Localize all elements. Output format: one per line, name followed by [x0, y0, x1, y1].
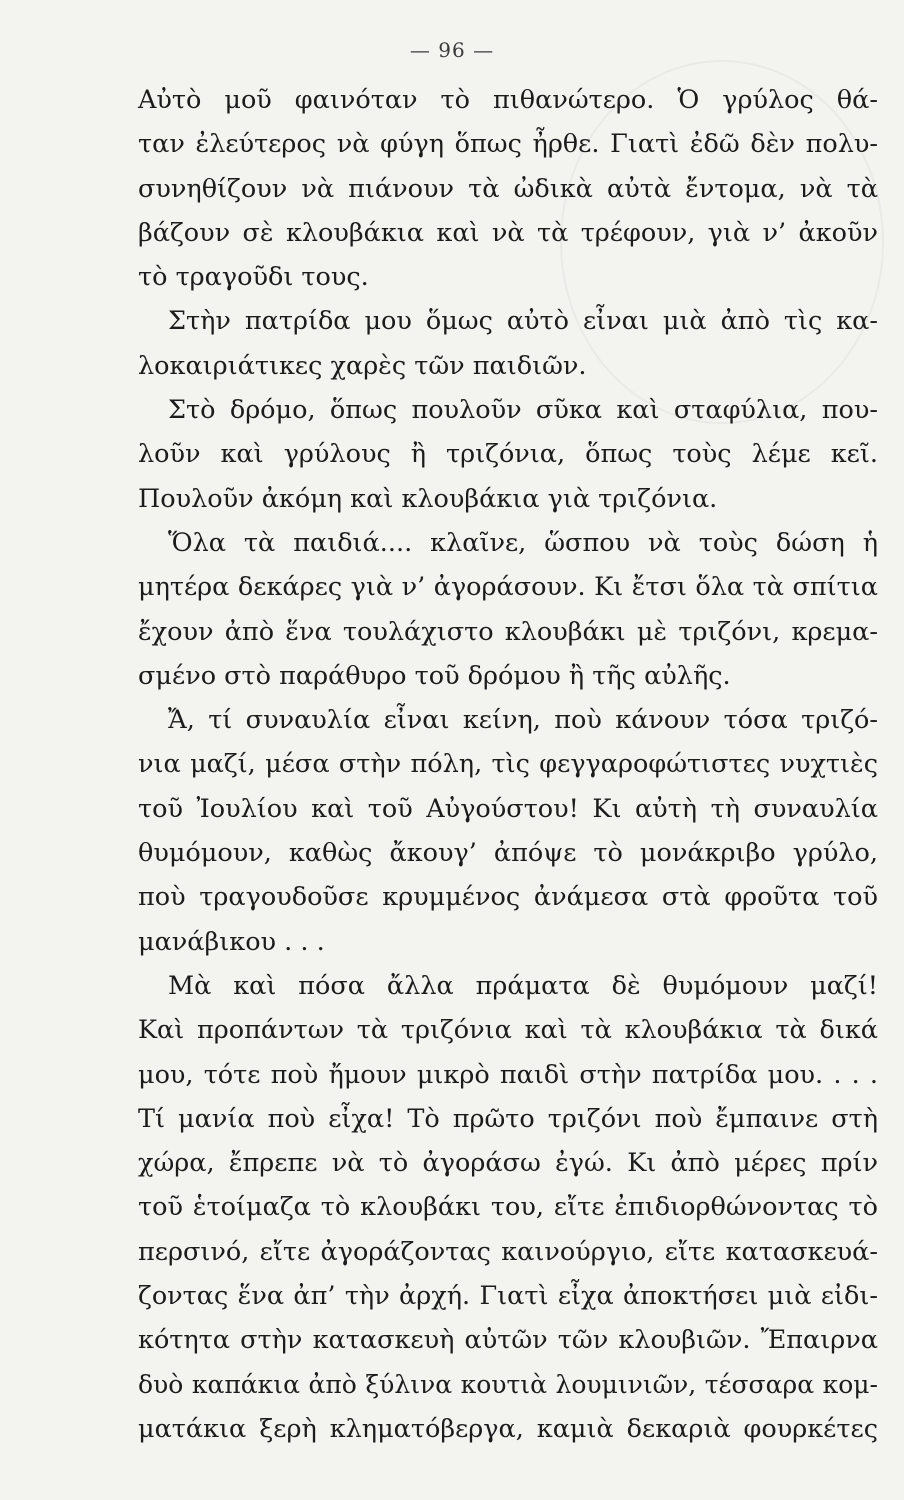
text-line: Πουλοῦν ἀκόμη καὶ κλουβάκια γιὰ τριζόνια. [138, 483, 718, 514]
text-line: Στὴν πατρίδα μου ὅμως αὐτὸ εἶναι μιὰ ἀπὸ τὶς κα- [168, 306, 878, 337]
text-line: συνηθίζουν νὰ πιάνουν τὰ ὠδικὰ αὐτὰ ἔντομα, νὰ τὰ [138, 173, 878, 204]
text-line: τὸ τραγοῦδι τους. [138, 262, 369, 293]
text-line: Ὅλα τὰ παιδιά.... κλαῖνε, ὥσπου νὰ τοὺς δώση ἡ [168, 527, 878, 558]
text-line: βάζουν σὲ κλουβάκια καὶ νὰ τὰ τρέφουν, γιὰ ν’ ἀκοῦν [138, 217, 878, 248]
text-line: μανάβικου . . . [138, 926, 325, 957]
text-line: μητέρα δεκάρες γιὰ ν’ ἀγοράσουν. Κι ἔτσι ὅλα τὰ σπίτια [138, 572, 878, 603]
text-line: λοῦν καὶ γρύλους ἢ τριζόνια, ὅπως τοὺς λέμε κεῖ. [138, 439, 878, 470]
text-line: Στὸ δρόμο, ὅπως πουλοῦν σῦκα καὶ σταφύλια, που- [168, 395, 878, 426]
text-line: περσινό, εἴτε ἀγοράζοντας καινούργιο, εἴτε κατασκευά- [138, 1236, 878, 1267]
text-line: Καὶ προπάντων τὰ τριζόνια καὶ τὰ κλουβάκια τὰ δικά [138, 1015, 878, 1046]
text-line: Τί μανία ποὺ εἶχα! Τὸ πρῶτο τριζόνι ποὺ ἔμπαινε στὴ [138, 1103, 878, 1134]
text-line: λοκαιριάτικες χαρὲς τῶν παιδιῶν. [138, 350, 587, 381]
text-line: ποὺ τραγουδοῦσε κρυμμένος ἀνάμεσα στὰ φροῦτα τοῦ [138, 882, 878, 913]
page-number: — 96 — [409, 38, 495, 62]
text-line: Ἄ, τί συναυλία εἶναι κείνη, ποὺ κάνουν τόσα τριζό- [168, 705, 878, 736]
text-line: τοῦ ἑτοίμαζα τὸ κλουβάκι του, εἴτε ἐπιδιορθώνοντας τὸ [138, 1192, 878, 1223]
text-line: ἔχουν ἀπὸ ἕνα τουλάχιστο κλουβάκι μὲ τριζόνι, κρεμα- [138, 616, 878, 647]
body-text [138, 78, 878, 1451]
text-line: νια μαζί, μέσα στὴν πόλη, τὶς φεγγαροφώτιστες νυχτιὲς [138, 749, 878, 780]
text-line: κότητα στὴν κατασκευὴ αὐτῶν τῶν κλουβιῶν. Ἔπαιρνα [138, 1325, 878, 1356]
text-line: θυμόμουν, καθὼς ἄκουγ’ ἀπόψε τὸ μονάκριβο γρύλο, [138, 838, 878, 869]
text-line: μου, τότε ποὺ ἤμουν μικρὸ παιδὶ στὴν πατρίδα μου. . . . [138, 1059, 878, 1090]
text-line: Αὐτὸ μοῦ φαινόταν τὸ πιθανώτερο. Ὁ γρύλος θά- [138, 85, 878, 115]
text-line: σμένο στὸ παράθυρο τοῦ δρόμου ἢ τῆς αὐλῆς. [138, 660, 731, 691]
text-line: τοῦ Ἰουλίου καὶ τοῦ Αὐγούστου! Κι αὐτὴ τὴ συναυλία [138, 793, 878, 824]
text-line: ματάκια ξερὴ κληματόβεργα, καμιὰ δεκαριὰ φουρκέτες [138, 1413, 878, 1444]
text-line: Μὰ καὶ πόσα ἄλλα πράματα δὲ θυμόμουν μαζί! [168, 970, 878, 1001]
text-line: δυὸ καπάκια ἀπὸ ξύλινα κουτιὰ λουμινιῶν, τέσσαρα κομ- [138, 1369, 878, 1399]
text-line: ζοντας ἕνα ἀπ’ τὴν ἀρχή. Γιατὶ εἶχα ἀποκτήσει μιὰ εἰδι- [138, 1281, 878, 1312]
text-line: ταν ἐλεύτερος νὰ φύγη ὅπως ἦρθε. Γιατὶ ἐδῶ δὲν πολυ- [138, 129, 878, 160]
text-line: χώρα, ἔπρεπε νὰ τὸ ἀγοράσω ἐγώ. Κι ἀπὸ μέρες πρίν [138, 1148, 878, 1179]
